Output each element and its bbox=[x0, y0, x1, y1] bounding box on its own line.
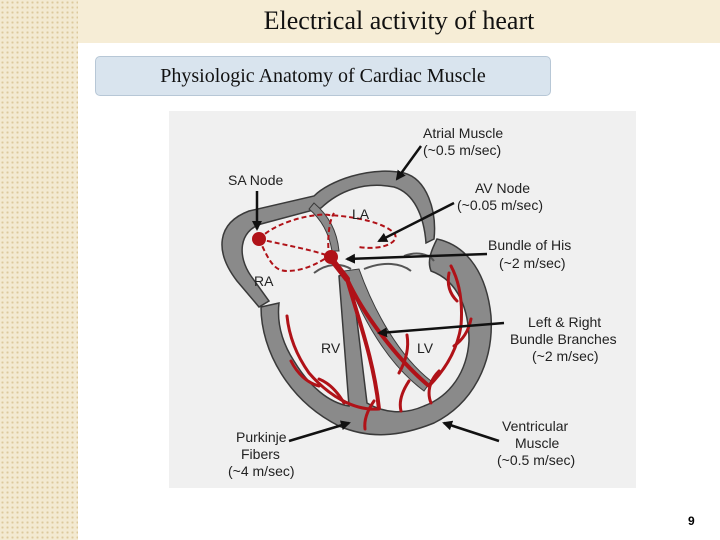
slide-subtitle: Physiologic Anatomy of Cardiac Muscle bbox=[160, 65, 486, 87]
label-ra: RA bbox=[254, 273, 274, 289]
label-av-node: AV Node bbox=[475, 180, 530, 196]
valve-leaflet-right bbox=[364, 264, 411, 271]
subtitle-box bbox=[95, 56, 551, 96]
label-bundle-branches-2: Bundle Branches bbox=[510, 331, 617, 347]
label-atrial-muscle-speed: (~0.5 m/sec) bbox=[423, 142, 502, 158]
label-ventricular-1: Ventricular bbox=[502, 418, 569, 434]
label-bundle-branches-speed: (~2 m/sec) bbox=[532, 348, 599, 364]
heart-conduction-diagram bbox=[169, 111, 636, 488]
label-sa-node: SA Node bbox=[228, 172, 284, 188]
label-bundle-branches-1: Left & Right bbox=[528, 314, 602, 330]
heart-svg bbox=[169, 111, 636, 488]
atrial-septum bbox=[309, 203, 339, 251]
label-atrial-muscle: Atrial Muscle bbox=[423, 125, 504, 141]
label-bundle-his: Bundle of His bbox=[488, 237, 572, 253]
page-number: 9 bbox=[688, 514, 695, 528]
decorative-left-strip bbox=[0, 0, 78, 540]
av-node bbox=[324, 250, 338, 264]
label-bundle-his-speed: (~2 m/sec) bbox=[499, 255, 566, 271]
label-la: LA bbox=[352, 206, 370, 222]
label-purkinje-1: Purkinje bbox=[236, 429, 287, 445]
label-ventricular-speed: (~0.5 m/sec) bbox=[497, 452, 576, 468]
sa-node bbox=[252, 232, 266, 246]
internodal-pathway-lower bbox=[259, 239, 329, 271]
slide-title: Electrical activity of heart bbox=[263, 6, 535, 35]
label-purkinje-2: Fibers bbox=[241, 446, 280, 462]
label-av-node-speed: (~0.05 m/sec) bbox=[457, 197, 543, 213]
label-rv: RV bbox=[321, 340, 341, 356]
internodal-pathway-mid bbox=[259, 239, 329, 256]
label-ventricular-2: Muscle bbox=[515, 435, 560, 451]
label-purkinje-speed: (~4 m/sec) bbox=[228, 463, 295, 479]
label-lv: LV bbox=[417, 340, 434, 356]
